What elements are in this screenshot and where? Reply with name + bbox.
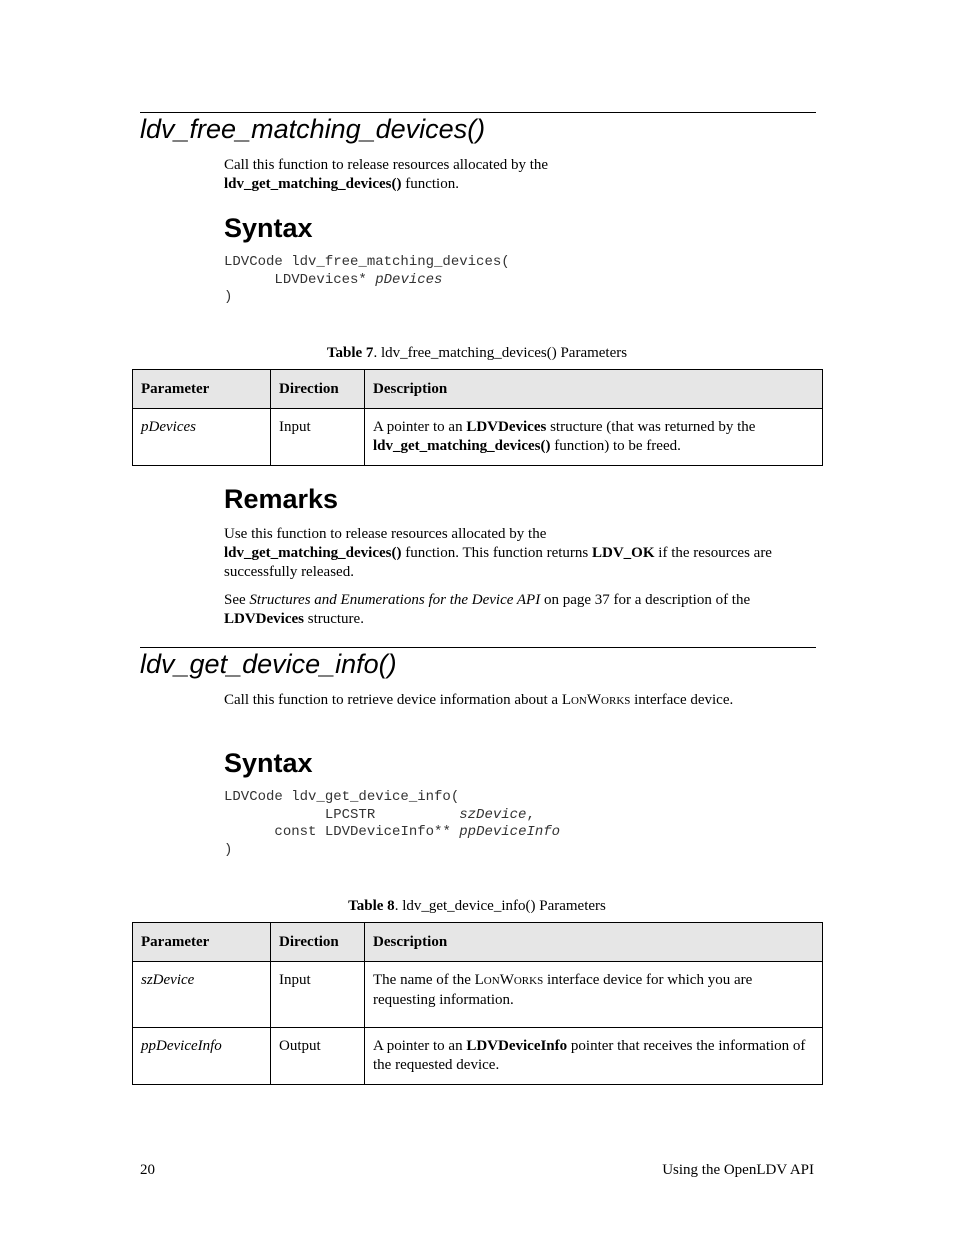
footer-title: Using the OpenLDV API [662, 1162, 814, 1178]
header-description: Description [365, 923, 823, 962]
code-block: LDVCode ldv_free_matching_devices( LDVDevices* pDevices ) [224, 254, 510, 305]
remarks-heading: Remarks [224, 484, 339, 514]
intro-paragraph: Call this function to release resources allocated by the ldv_get_matching_devices() function. [224, 157, 549, 192]
param-description: A pointer to an LDVDevices structure (that was returned by the ldv_get_matching_devices() function) to be freed. [365, 409, 823, 466]
param-direction: Input [271, 962, 365, 1028]
header-parameter: Parameter [133, 923, 271, 962]
param-direction: Output [271, 1028, 365, 1085]
parameters-table [132, 922, 823, 1085]
syntax-heading: Syntax [224, 748, 313, 778]
header-description: Description [365, 370, 823, 409]
intro-paragraph: Call this function to retrieve device information about a LONWORKS interface device. [224, 692, 734, 708]
param-description: A pointer to an LDVDeviceInfo pointer that receives the information of the requested device. [365, 1028, 823, 1085]
table-caption: Table 7. ldv_free_matching_devices() Parameters [326, 345, 628, 361]
table-caption: Table 8. ldv_get_device_info() Parameters [348, 898, 606, 914]
function-title: ldv_free_matching_devices() [140, 114, 486, 144]
table-header-row [133, 923, 823, 962]
table-row [133, 1028, 823, 1085]
param-direction: Input [271, 409, 365, 466]
table-header-row [133, 370, 823, 409]
param-name: ppDeviceInfo [133, 1028, 271, 1085]
cross-reference: Structures and Enumerations for the Device API [249, 592, 541, 608]
table-row [133, 409, 823, 466]
header-parameter: Parameter [133, 370, 271, 409]
page-number: 20 [140, 1162, 155, 1178]
header-direction: Direction [271, 370, 365, 409]
header-direction: Direction [271, 923, 365, 962]
function-title: ldv_get_device_info() [140, 649, 397, 679]
table-row [133, 962, 823, 1028]
code-block: LDVCode ldv_get_device_info( LPCSTR szDevice, const LDVDeviceInfo** ppDeviceInfo ) [224, 789, 561, 858]
syntax-heading: Syntax [224, 213, 313, 243]
param-description: The name of the LONWORKS interface device for which you are requesting information. [365, 962, 823, 1028]
remarks-see-also: See Structures and Enumerations for the Device API on page 37 for a description of the LDVDevices structure. [224, 592, 751, 627]
parameters-table [132, 369, 823, 466]
remarks-paragraph: Use this function to release resources allocated by the ldv_get_matching_devices() function. This function returns LDV_OK if the resources are successfully released. [224, 526, 772, 580]
param-name: szDevice [133, 962, 271, 1028]
param-name: pDevices [133, 409, 271, 466]
